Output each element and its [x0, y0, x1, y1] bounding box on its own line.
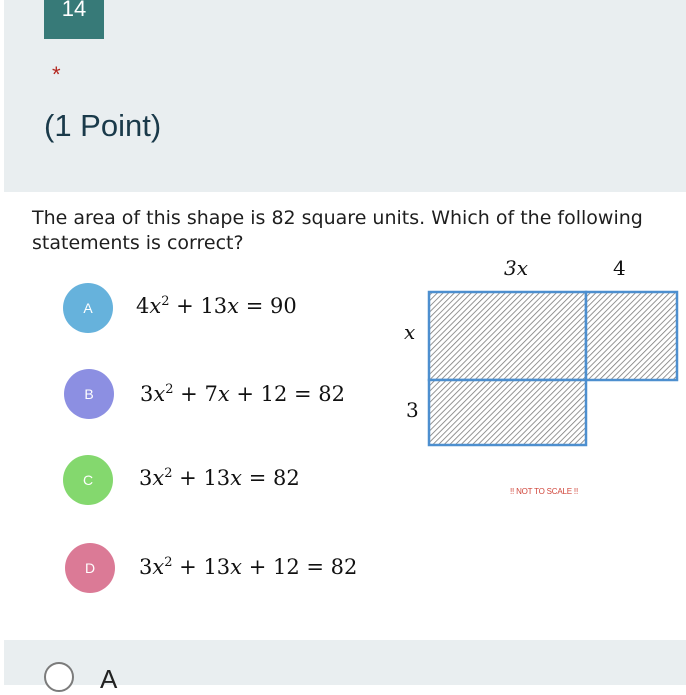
question-number-badge: 14 [44, 0, 104, 39]
diagram-label-3x: 3x [504, 256, 529, 280]
option-d-equation: $3x^2 + 13x + 12 = 82$ [139, 555, 358, 579]
diagram-label-4: 4 [613, 256, 626, 280]
option-c-badge: C [63, 455, 113, 505]
question-prompt: The area of this shape is 82 square units. Which of the following statements is correct? [32, 207, 643, 254]
option-a-equation: $4x^2 + 13x = 90$ [136, 294, 297, 318]
option-b-equation: $3x^2 + 7x + 12 = 82$ [140, 382, 345, 406]
option-d-badge: D [65, 543, 115, 593]
section-divider [0, 602, 686, 640]
diagram-label-x: x [404, 320, 416, 344]
required-asterisk: * [52, 62, 61, 87]
answer-a-radio[interactable] [44, 662, 74, 692]
option-b-badge: B [64, 369, 114, 419]
not-to-scale-note: !! NOT TO SCALE !! [510, 487, 578, 496]
question-header [4, 0, 686, 192]
option-c-equation: $3x^2 + 13x = 82$ [139, 466, 300, 490]
answer-a-label[interactable]: A [100, 664, 118, 694]
question-points: (1 Point) [44, 108, 162, 143]
diagram-label-3: 3 [406, 398, 419, 422]
option-a-badge: A [63, 283, 113, 333]
